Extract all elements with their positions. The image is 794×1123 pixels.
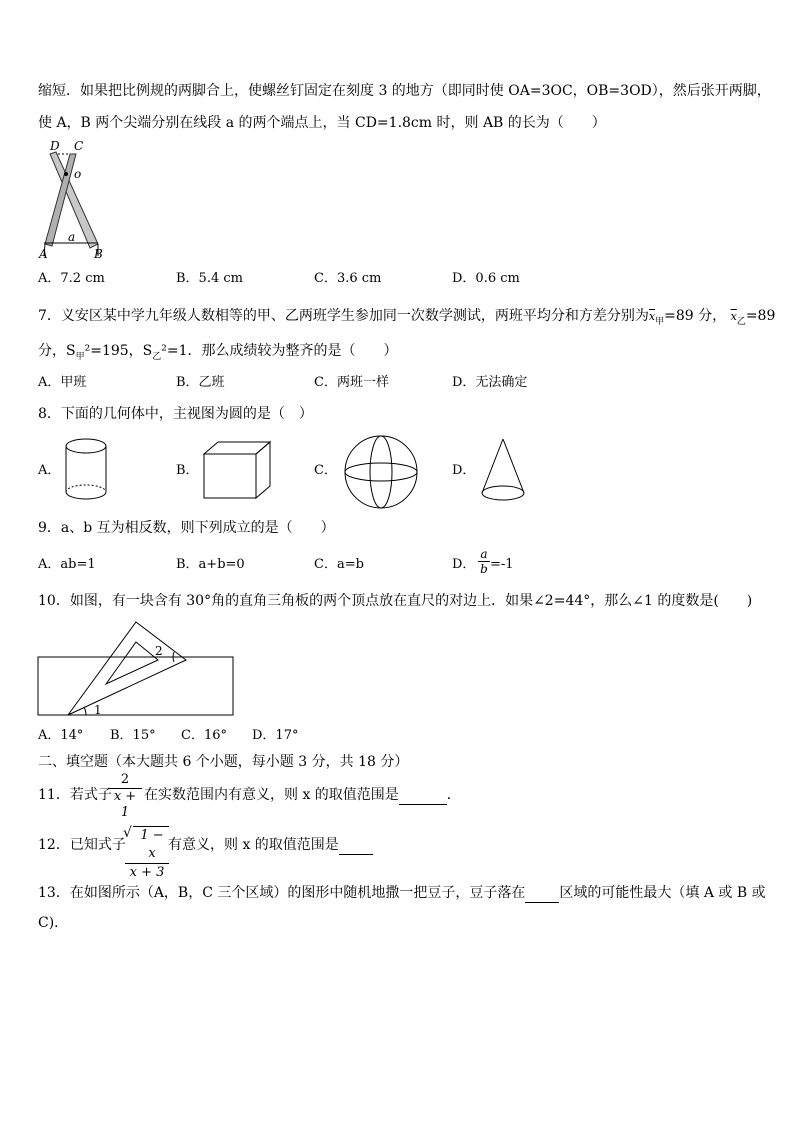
q11-answer-blank (399, 786, 447, 805)
sphere-figure (343, 434, 419, 510)
q10-option-c: C．16° (181, 728, 227, 743)
q13-text-line2: C)． (38, 915, 69, 931)
q11-text-pre: 11．若式子 (38, 787, 112, 803)
q7-option-d: D．无法确定 (452, 375, 528, 390)
q12-text-pre: 12．已知式子 (38, 837, 126, 853)
fig-label-A: A (39, 247, 48, 261)
q6-text-line2: 使 A，B 两个尖端分别在线段 a 的两个端点上，当 CD=1.8cm 时，则 AB 的长为（ ） (38, 115, 606, 131)
angle-1-label: 1 (94, 703, 102, 717)
q9-option-b: B．a+b=0 (176, 557, 245, 572)
q7-option-b: B．乙班 (176, 375, 225, 390)
cone-figure (478, 437, 528, 503)
q8-option-d: D． (452, 463, 476, 478)
q7-option-c: C．两班一样 (314, 375, 389, 390)
q13-text-line1: 13．在如图所示（A，B，C 三个区域）的图形中随机地撒一把豆子，豆子落在 区域的可能性最大（填 A 或 B 或 (38, 885, 766, 901)
fig-label-B: B (94, 247, 103, 261)
q9-option-d: D． (452, 557, 476, 572)
q6-option-d: D．0.6 cm (452, 271, 520, 286)
ruler-triangle-figure (36, 616, 236, 720)
q6-option-c: C．3.6 cm (314, 271, 382, 286)
fig-label-D: D (50, 139, 60, 153)
q6-option-a: A．7.2 cm (38, 271, 105, 286)
q12-fraction: √ 1 − x x + 3 (125, 826, 169, 882)
q10-option-b: B．15° (110, 728, 156, 743)
q9-stem: 9．a、b 互为相反数，则下列成立的是（ ） (38, 520, 335, 536)
q10-option-d: D．17° (252, 728, 299, 743)
q9-fraction: $\frac{a}{b}$ (478, 547, 490, 576)
q12-sqrt: √ 1 − x (125, 826, 169, 863)
q11-text-post: 在实数范围内有意义，则 x 的取值范围是 ． (144, 787, 461, 803)
q11-fraction: $\frac{2}{x + 1}$ (108, 772, 142, 821)
q7-text-line2: 分，$S_甲^2=195$，$S_乙^2=1$．那么成绩较为整齐的是（ ） (38, 343, 398, 362)
section-heading-fill-in: 二、填空题（本大题共 6 个小题，每小题 3 分，共 18 分） (38, 754, 409, 770)
q6-option-b: B．5.4 cm (176, 271, 243, 286)
cylinder-figure (62, 437, 112, 503)
cube-figure (202, 440, 274, 502)
angle-2-label: 2 (155, 644, 163, 658)
q8-option-c: C． (314, 463, 337, 478)
q7-option-a: A．甲班 (38, 375, 87, 390)
q13-answer-blank (525, 884, 559, 903)
fig-label-O: o (74, 167, 82, 181)
q8-stem: 8．下面的几何体中，主视图为圆的是（ ） (38, 406, 313, 422)
q7-text-line1: 7．义安区某中学九年级人数相等的甲、乙两班学生参加同一次数学测试，两班平均分和方差分别为$\overline{x}_甲=89$ 分， $\overline{x}_乙=89$ (38, 308, 776, 327)
q6-text-line1: 缩短．如果把比例规的两脚合上，使螺丝钉固定在刻度 3 的地方（即同时使 OA=3OC，OB=3OD），然后张开两脚， (38, 83, 771, 99)
q9-fraction-tail: =-1 (490, 557, 514, 572)
q12-answer-blank (339, 836, 373, 855)
q8-option-a: A． (38, 463, 61, 478)
q10-stem: 10．如图，有一块含有 30°角的直角三角板的两个顶点放在直尺的对边上．如果∠2=44°，那么∠1 的度数是( ) (38, 593, 753, 609)
fig-label-a: a (68, 230, 76, 244)
q8-option-b: B． (176, 463, 199, 478)
q9-option-c: C．a=b (314, 557, 364, 572)
fig-label-C: C (74, 139, 84, 153)
q12-text-post: 有意义，则 x 的取值范围是 (168, 836, 373, 855)
proportional-compass-figure (36, 138, 116, 262)
q10-option-a: A．14° (38, 728, 84, 743)
q9-option-a: A．ab=1 (38, 557, 96, 572)
